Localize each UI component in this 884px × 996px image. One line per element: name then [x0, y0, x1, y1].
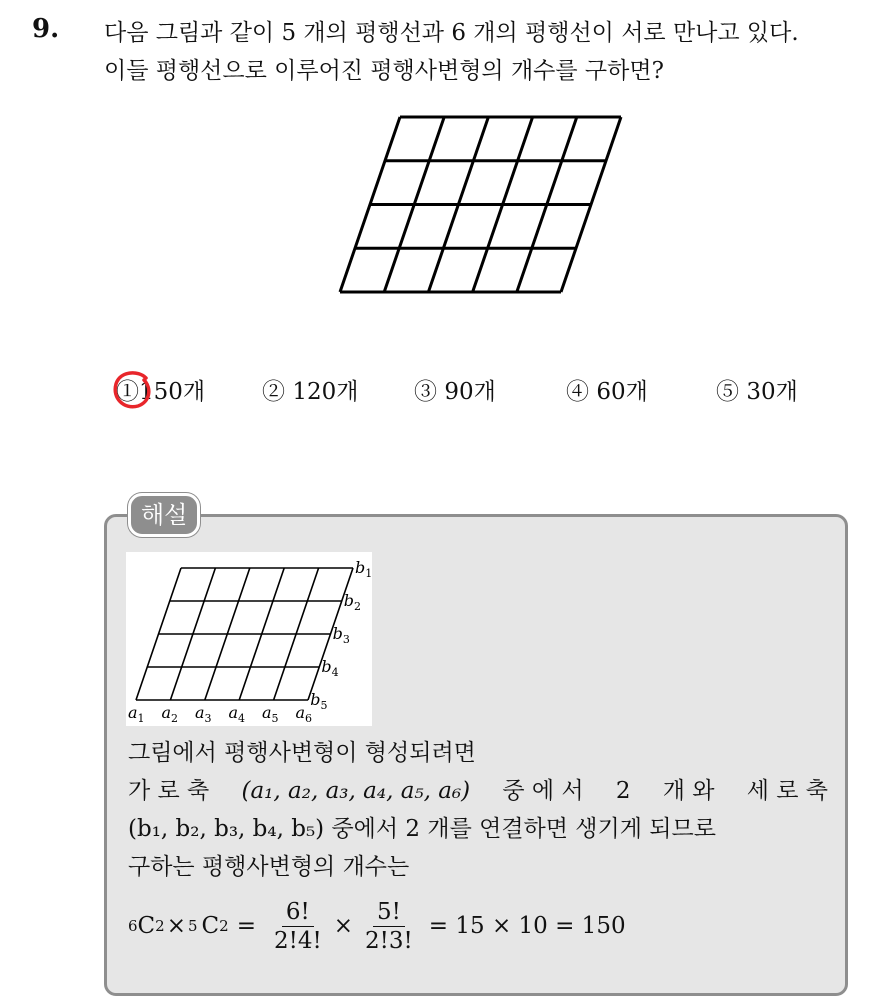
label-b3: $b_3$: [332, 624, 350, 646]
choice-4-symbol: ④: [566, 379, 589, 405]
question-line-1: 다음 그림과 같이 5 개의 평행선과 6 개의 평행선이 서로 만나고 있다.: [104, 20, 799, 46]
word-vertical-axis: 세 로 축: [746, 778, 828, 804]
solution-line-1: 그림에서 평행사변형이 형성되려면: [128, 740, 476, 766]
fraction-2: [361, 898, 417, 955]
fraction-2-numerator: 5!: [373, 898, 405, 927]
word-horizontal-axis: 가 로 축: [128, 778, 210, 804]
choice-3-symbol: ③: [414, 379, 437, 405]
question-number: 9.: [32, 14, 60, 44]
fraction-1-denominator: 2!4!: [273, 927, 322, 954]
choice-2-text: 120개: [292, 379, 359, 405]
label-a5: $a_5$: [262, 703, 279, 725]
times-sign-2: ×: [333, 913, 354, 939]
label-a2: $a_2$: [161, 703, 179, 725]
labeled-grid-figure: [126, 552, 372, 726]
label-a6: $a_6$: [295, 703, 313, 725]
times-sign: ×: [166, 913, 186, 939]
solution-line-3: (b₁, b₂, b₃, b₄, b₅) 중에서 2 개를 연결하면 생기게 되므로: [128, 816, 716, 842]
choice-4-text: 60개: [596, 379, 648, 405]
combination-formula: [128, 896, 626, 956]
choice-1-text: 150개: [139, 379, 206, 405]
parallelogram-grid-figure: [330, 110, 630, 300]
choice-3-text: 90개: [444, 379, 496, 405]
sub-6: 6: [128, 917, 138, 935]
choice-5[interactable]: [716, 372, 798, 412]
comb-c2: C: [201, 913, 220, 939]
choice-2[interactable]: [262, 372, 358, 412]
choice-1-symbol: ①: [116, 379, 139, 405]
label-a4: $a_4$: [228, 703, 246, 725]
label-b1: $b_1$: [355, 558, 372, 580]
choice-1[interactable]: [116, 372, 205, 412]
word-among: 중 에 서: [502, 778, 584, 804]
choice-5-text: 30개: [746, 379, 798, 405]
label-b2: $b_2$: [343, 591, 362, 613]
selected-circle-mark: [110, 368, 154, 412]
solution-line-4: 구하는 평행사변형의 개수는: [128, 854, 410, 880]
word-and: 개 와: [662, 778, 715, 804]
label-b5: $b_5$: [310, 690, 328, 712]
label-b4: $b_4$: [321, 657, 339, 679]
sub-2b: 2: [219, 917, 229, 935]
a-set: (a₁, a₂, a₃, a₄, a₅, a₆): [241, 778, 471, 804]
choice-4[interactable]: [566, 372, 648, 412]
fraction-2-denominator: 2!3!: [365, 927, 413, 954]
label-a1: $a_1$: [128, 703, 145, 725]
solution-line-2: [128, 772, 828, 810]
comb-c1: C: [137, 913, 156, 939]
choice-3[interactable]: [414, 372, 496, 412]
answer-choices: [102, 372, 842, 412]
fraction-1-numerator: 6!: [282, 898, 314, 927]
sub-5: 5: [187, 917, 198, 935]
formula-result: = 15 × 10 = 150: [428, 913, 626, 939]
fraction-1: [270, 898, 326, 955]
sub-2a: 2: [155, 917, 165, 935]
solution-tag: 해설: [128, 493, 200, 537]
choice-2-symbol: ②: [262, 379, 285, 405]
equals-sign: =: [236, 913, 256, 939]
question-text: [104, 14, 874, 90]
question-line-2: 이들 평행선으로 이루어진 평행사변형의 개수를 구하면?: [104, 58, 664, 84]
solution-text: [128, 734, 828, 886]
label-a3: $a_3$: [195, 703, 212, 725]
choice-5-symbol: ⑤: [716, 379, 739, 405]
word-two: 2: [615, 778, 631, 804]
